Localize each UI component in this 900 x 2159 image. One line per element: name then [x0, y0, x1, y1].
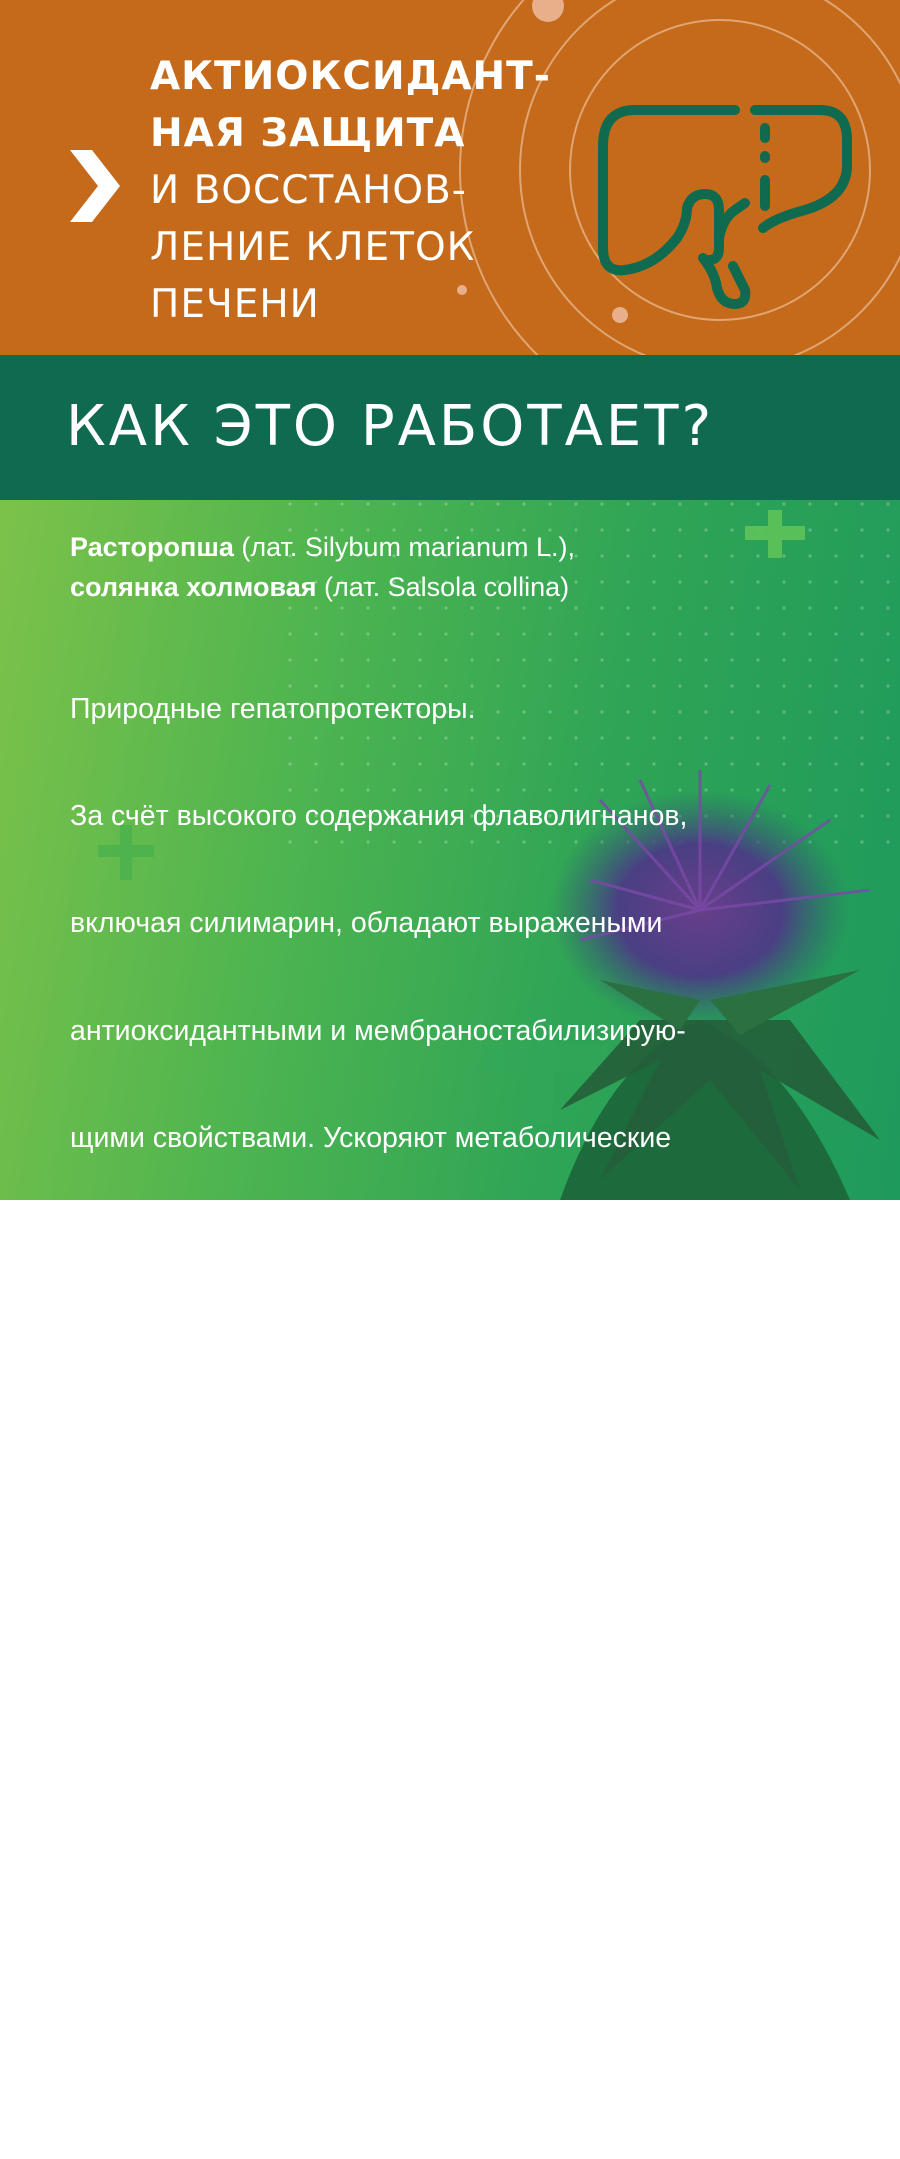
species-line: [70, 567, 575, 607]
description-line: свойства органа.: [70, 1766, 302, 1799]
headline-bold-line: НАЯ ЗАЩИТА: [150, 111, 466, 156]
headline: [150, 48, 551, 333]
section-title: КАК ЭТО РАБОТАЕТ?: [66, 394, 715, 459]
species-name: Расторопша: [70, 532, 234, 562]
description-line: За счёт высокого содержания флаволигнанов,: [70, 799, 688, 832]
headline-line: ЛЕНИЕ КЛЕТОК: [150, 225, 476, 270]
description-line: процессы в печёночной паренхиме,: [70, 1229, 544, 1262]
description-line: антиоксидантными и мембраностабилизирую-: [70, 1014, 686, 1047]
description-line: способствуя восстановлению повреждённых: [70, 1336, 664, 1369]
description-line: в клетки печени различных токсинов: [70, 1551, 556, 1584]
description-line: щими свойствами. Ускоряют метаболические: [70, 1122, 672, 1155]
headline-line: И ВОССТАНОВ-: [150, 168, 467, 213]
description-line: гепатоцитов. Тормозят проникновение: [70, 1444, 580, 1477]
species-name: солянка холмовая: [70, 572, 317, 602]
species-names: [70, 527, 575, 607]
description-line: желчеотделения и процессов: [70, 1981, 460, 2014]
headline-bold-line: АКТИОКСИДАНТ-: [150, 54, 551, 99]
species-latin: (лат. Silybum marianum L.),: [233, 532, 575, 562]
description-line: обмена веществ.: [70, 2088, 305, 2121]
description: [70, 620, 687, 2159]
species-latin: (лат. Salsola collina): [316, 572, 570, 602]
description-line: Природные гепатопротекторы.: [70, 692, 476, 725]
description-line: Способствуют нормализации: [70, 1873, 459, 1906]
liver-icon: [595, 98, 855, 318]
description-line: и усиливают детоксифицирующие: [70, 1659, 524, 1692]
header-banner: [0, 0, 900, 355]
headline-line: ПЕЧЕНИ: [150, 282, 320, 327]
chevron-right-icon: [66, 150, 122, 222]
description-line: включая силимарин, обладают выражеными: [70, 907, 663, 940]
species-line: [70, 527, 575, 567]
